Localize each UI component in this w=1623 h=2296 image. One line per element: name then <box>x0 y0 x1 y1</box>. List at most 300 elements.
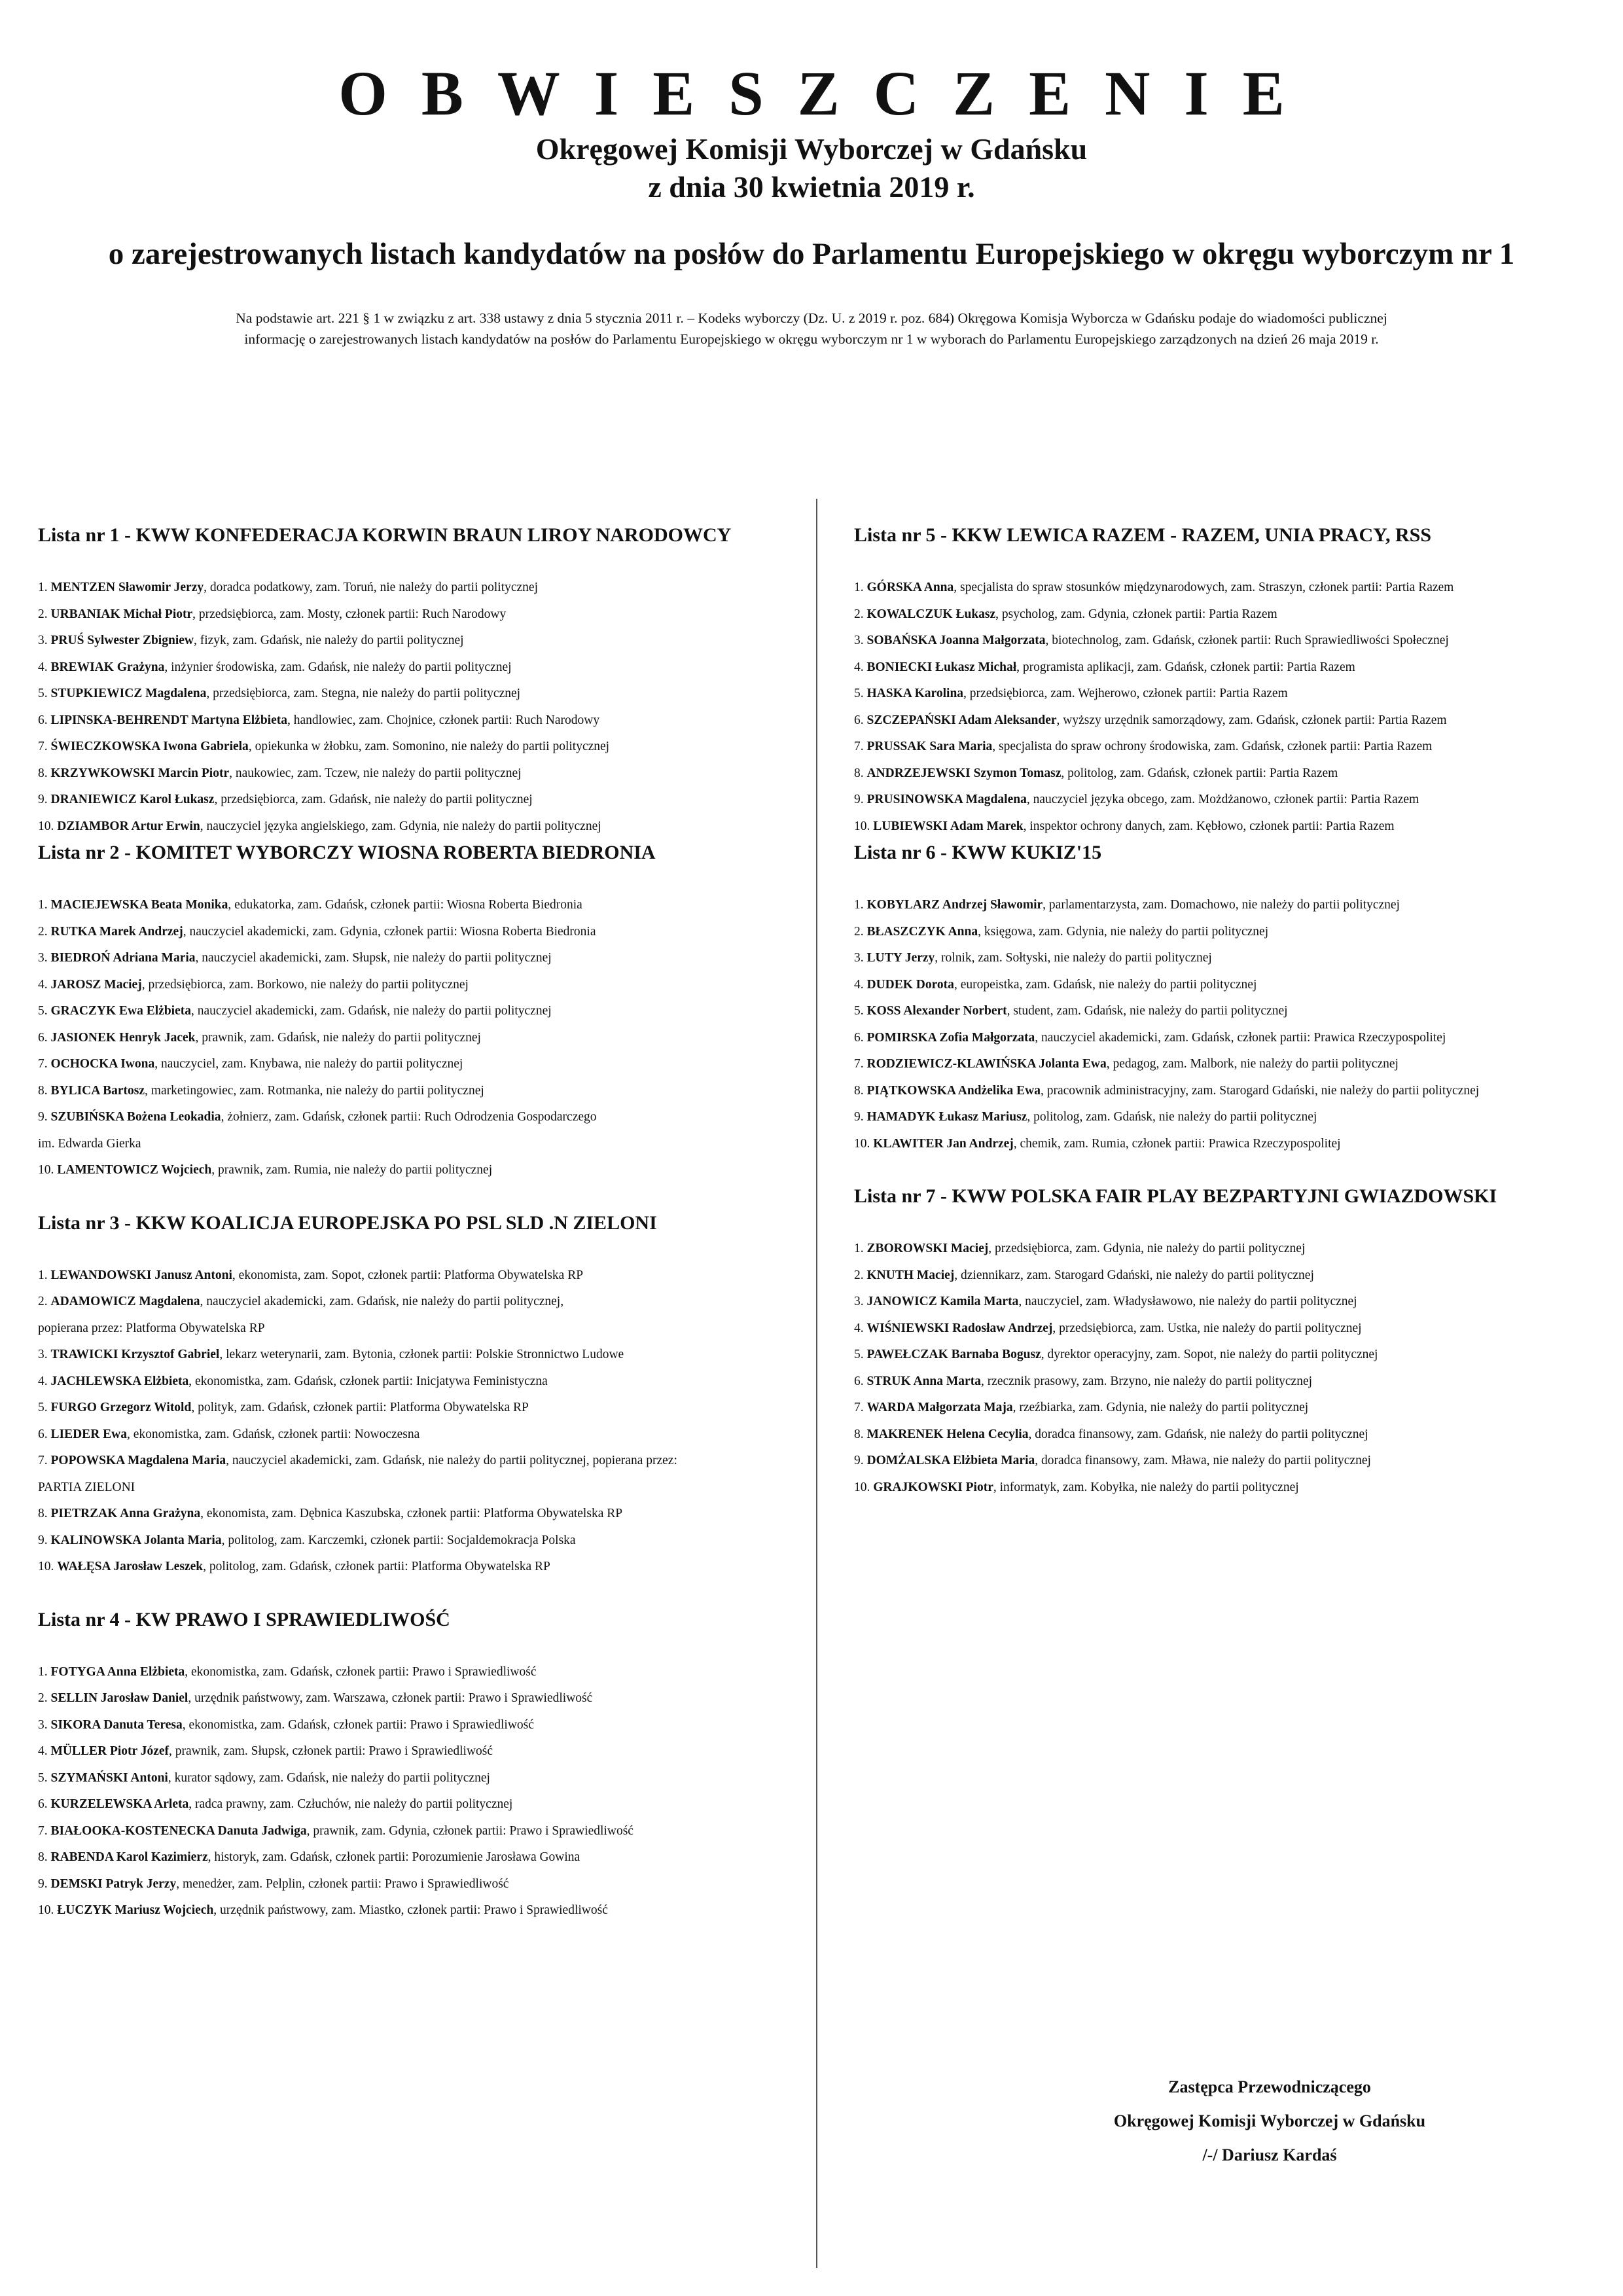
candidate-details: , psycholog, zam. Gdynia, członek partii: Partia Razem <box>995 607 1277 621</box>
candidate-number: 5. <box>38 687 48 700</box>
candidate-number: 3. <box>854 951 864 965</box>
candidate-details: , nauczyciel akademicki, zam. Gdynia, członek partii: Wiosna Roberta Biedronia <box>183 924 596 939</box>
candidate-name: ADAMOWICZ Magdalena <box>50 1295 200 1308</box>
candidate-entry <box>38 1738 804 1765</box>
intro-line: informację o zarejestrowanych listach kandydatów na posłów do Parlamentu Europejskiego w okręgu wyborczym nr 1 w wyborach do Parlamentu Europejskiego zarządzonych na dzień 26 maja 2019 r. <box>244 331 1379 347</box>
candidate-entry <box>38 1025 804 1052</box>
candidate-entry <box>38 1448 804 1501</box>
candidate-name: URBANIAK Michał Piotr <box>50 607 193 621</box>
candidate-entry <box>38 734 804 761</box>
candidate-name: FURGO Grzegorz Witold <box>50 1401 192 1414</box>
candidate-entries <box>38 892 804 1184</box>
candidate-entry <box>854 1369 1613 1395</box>
candidate-entries <box>38 1659 804 1924</box>
candidate-entry <box>38 1369 804 1395</box>
candidate-number: 9. <box>38 1876 48 1891</box>
document-title: OBWIESZCZENIE <box>338 58 1319 128</box>
candidate-entry <box>854 1104 1613 1131</box>
candidate-entry <box>38 1263 804 1289</box>
candidate-name: STRUK Anna Marta <box>866 1374 981 1388</box>
candidate-details: , inspektor ochrony danych, zam. Kębłowo, członek partii: Partia Razem <box>1023 819 1395 833</box>
candidate-details: , pedagog, zam. Malbork, nie należy do partii politycznej <box>1106 1057 1399 1071</box>
candidate-details: , ekonomistka, zam. Gdańsk, członek partii: Inicjatywa Feministyczna <box>188 1374 548 1388</box>
candidate-name: GRAJKOWSKI Piotr <box>873 1480 993 1494</box>
candidate-number: 6. <box>854 1030 864 1045</box>
candidate-list <box>38 522 804 840</box>
candidate-name: BYLICA Bartosz <box>50 1083 145 1098</box>
candidate-entry <box>38 919 804 946</box>
candidate-list <box>854 1183 1613 1501</box>
candidate-entry <box>38 655 804 681</box>
candidate-name: GRACZYK Ewa Elżbieta <box>50 1004 191 1018</box>
candidate-name: ŁUCZYK Mariusz Wojciech <box>57 1903 214 1917</box>
candidate-details: , rolnik, zam. Sołtyski, nie należy do partii politycznej <box>935 951 1212 965</box>
candidate-name: KURZELEWSKA Arleta <box>50 1797 189 1811</box>
candidate-list <box>38 1607 804 1924</box>
candidate-details: , inżynier środowiska, zam. Gdańsk, nie należy do partii politycznej <box>164 660 512 674</box>
candidate-number: 5. <box>854 1348 864 1361</box>
candidate-number: 2. <box>38 1691 48 1705</box>
candidate-entry <box>854 575 1613 601</box>
list-title: Lista nr 1 - KWW KONFEDERACJA KORWIN BRAUN LIROY NARODOWCY <box>38 524 732 546</box>
list-title: Lista nr 4 - KW PRAWO I SPRAWIEDLIWOŚĆ <box>38 1608 450 1630</box>
candidate-name: KRZYWKOWSKI Marcin Piotr <box>50 766 230 780</box>
candidate-name: FOTYGA Anna Elżbieta <box>50 1664 185 1679</box>
candidate-entry <box>38 1765 804 1792</box>
candidate-number: 2. <box>854 607 864 621</box>
candidate-name: PIĄTKOWSKA Andżelika Ewa <box>866 1083 1041 1098</box>
candidate-number: 1. <box>854 1242 864 1255</box>
candidate-details: , urzędnik państwowy, zam. Miastko, członek partii: Prawo i Sprawiedliwość <box>213 1903 608 1917</box>
candidate-entry <box>38 814 804 840</box>
candidate-entry <box>38 1078 804 1105</box>
candidate-name: HAMADYK Łukasz Mariusz <box>866 1110 1027 1124</box>
candidate-number: 8. <box>38 1850 48 1864</box>
candidate-number: 1. <box>38 898 48 912</box>
candidate-number: 2. <box>38 924 48 939</box>
candidate-name: DRANIEWICZ Karol Łukasz <box>50 793 215 806</box>
candidate-details: , nauczyciel akademicki, zam. Gdańsk, nie należy do partii politycznej, popierana przez: PARTIA ZIELONI <box>38 1454 677 1494</box>
candidate-number: 9. <box>38 793 48 806</box>
candidate-entry <box>38 1501 804 1528</box>
candidate-number: 6. <box>38 713 48 727</box>
candidate-details: , nauczyciel, zam. Knybawa, nie należy do partii politycznej <box>154 1057 463 1071</box>
candidate-number: 5. <box>38 1401 48 1414</box>
candidate-number: 10. <box>854 1136 870 1151</box>
candidate-details: , dyrektor operacyjny, zam. Sopot, nie należy do partii politycznej <box>1041 1348 1378 1361</box>
list-title: Lista nr 3 - KKW KOALICJA EUROPEJSKA PO PSL SLD .N ZIELONI <box>38 1211 657 1234</box>
candidate-details: , parlamentarzysta, zam. Domachowo, nie należy do partii politycznej <box>1043 898 1400 912</box>
candidate-entry <box>854 1263 1613 1289</box>
intro-line: Na podstawie art. 221 § 1 w związku z art. 338 ustawy z dnia 5 stycznia 2011 r. – Kodeks wyborczy (Dz. U. z 2019 r. poz. 684) Okręgowa Komisja Wyborcza w Gdańsku podaje do wiadomości publicznej <box>236 310 1387 326</box>
candidate-details: , nauczyciel akademicki, zam. Gdańsk, nie należy do partii politycznej, popierana przez: Platforma Obywatelska RP <box>38 1295 564 1335</box>
candidate-number: 7. <box>38 1057 48 1071</box>
candidate-entry <box>38 1104 804 1157</box>
candidate-number: 10. <box>38 819 54 833</box>
candidate-details: , specjalista do spraw ochrony środowiska, zam. Gdańsk, członek partii: Partia Razem <box>992 740 1433 753</box>
candidate-name: SZCZEPAŃSKI Adam Aleksander <box>866 713 1057 727</box>
candidate-details: , prawnik, zam. Słupsk, członek partii: Prawo i Sprawiedliwość <box>169 1744 493 1758</box>
candidate-name: DEMSKI Patryk Jerzy <box>50 1876 177 1891</box>
candidate-name: KOBYLARZ Andrzej Sławomir <box>866 898 1043 912</box>
candidate-details: , przedsiębiorca, zam. Mosty, członek partii: Ruch Narodowy <box>192 607 507 621</box>
candidate-name: DOMŻALSKA Elżbieta Maria <box>866 1454 1035 1467</box>
candidate-entry <box>854 1289 1613 1316</box>
candidate-details: , politolog, zam. Gdańsk, członek partii: Platforma Obywatelska RP <box>203 1560 550 1573</box>
candidate-name: BIAŁOOKA-KOSTENECKA Danuta Jadwiga <box>50 1823 307 1838</box>
candidate-entry <box>38 681 804 708</box>
candidate-details: , prawnik, zam. Gdańsk, nie należy do partii politycznej <box>195 1030 481 1045</box>
candidate-entry <box>38 1791 804 1818</box>
candidate-details: , przedsiębiorca, zam. Gdynia, nie należy do partii politycznej <box>988 1242 1306 1255</box>
candidate-details: , radca prawny, zam. Człuchów, nie należy do partii politycznej <box>188 1797 513 1811</box>
candidate-entry <box>38 1818 804 1845</box>
candidate-entry <box>854 1025 1613 1052</box>
candidate-entry <box>38 1051 804 1078</box>
candidate-entry <box>854 761 1613 787</box>
candidate-number: 8. <box>854 1427 864 1441</box>
signature-role: Zastępca Przewodniczącego <box>1168 2077 1371 2096</box>
candidate-entry <box>38 628 804 655</box>
candidate-name: DZIAMBOR Artur Erwin <box>57 819 200 833</box>
left-column <box>38 522 804 1924</box>
candidate-name: JACHLEWSKA Elżbieta <box>50 1374 189 1388</box>
candidate-name: MÜLLER Piotr Józef <box>50 1744 169 1758</box>
candidate-details: , przedsiębiorca, zam. Gdańsk, nie należy do partii politycznej <box>214 793 533 806</box>
candidate-details: , wyższy urzędnik samorządowy, zam. Gdańsk, członek partii: Partia Razem <box>1056 713 1447 727</box>
candidate-details: , rzecznik prasowy, zam. Brzyno, nie należy do partii politycznej <box>980 1374 1313 1388</box>
candidate-entry <box>38 787 804 814</box>
candidate-name: LAMENTOWICZ Wojciech <box>57 1163 212 1177</box>
candidate-entry <box>854 945 1613 972</box>
candidate-name: OCHOCKA Iwona <box>50 1057 155 1071</box>
candidate-number: 6. <box>38 1030 48 1045</box>
candidate-entry <box>854 655 1613 681</box>
candidate-name: LUBIEWSKI Adam Marek <box>873 819 1024 833</box>
candidate-number: 2. <box>38 1295 48 1308</box>
candidate-number: 10. <box>854 819 870 833</box>
candidate-number: 8. <box>854 1083 864 1098</box>
candidate-entry <box>854 1316 1613 1342</box>
candidate-name: POPOWSKA Magdalena Maria <box>50 1454 226 1467</box>
candidate-name: KOSS Alexander Norbert <box>866 1004 1007 1018</box>
candidate-number: 10. <box>38 1560 54 1573</box>
candidate-entry <box>38 1157 804 1184</box>
candidate-details: , nauczyciel akademicki, zam. Gdańsk, członek partii: Prawica Rzeczypospolitej <box>1035 1030 1446 1045</box>
candidate-details: , ekonomistka, zam. Gdańsk, członek partii: Nowoczesna <box>127 1427 420 1441</box>
candidate-entries <box>854 575 1613 840</box>
candidate-name: LUTY Jerzy <box>866 951 935 965</box>
candidate-name: SOBAŃSKA Joanna Małgorzata <box>866 634 1046 647</box>
issuer-line: Okręgowej Komisji Wyborczej w Gdańsku <box>535 132 1088 166</box>
candidate-details: , doradca podatkowy, zam. Toruń, nie należy do partii politycznej <box>204 581 539 594</box>
candidate-name: RABENDA Karol Kazimierz <box>50 1850 208 1864</box>
candidate-name: MACIEJEWSKA Beata Monika <box>50 898 228 912</box>
candidate-name: WAŁĘSA Jarosław Leszek <box>57 1560 204 1573</box>
candidate-number: 6. <box>854 1374 864 1388</box>
candidate-name: PIETRZAK Anna Grażyna <box>50 1507 201 1520</box>
candidate-details: , nauczyciel, zam. Władysławowo, nie należy do partii politycznej <box>1018 1295 1357 1308</box>
right-column <box>854 522 1613 1501</box>
candidate-number: 7. <box>38 1823 48 1838</box>
candidate-details: , nauczyciel języka obcego, zam. Możdżanowo, członek partii: Partia Razem <box>1026 793 1419 806</box>
candidate-number: 7. <box>38 1454 48 1467</box>
candidate-name: PRUŚ Sylwester Zbigniew <box>50 634 194 647</box>
candidate-name: HASKA Karolina <box>866 687 964 700</box>
candidate-entry <box>38 972 804 999</box>
candidate-details: , nauczyciel akademicki, zam. Słupsk, nie należy do partii politycznej <box>195 951 552 965</box>
candidate-number: 3. <box>854 634 864 647</box>
candidate-entry <box>38 1871 804 1898</box>
candidate-number: 3. <box>38 634 48 647</box>
candidate-details: , doradca finansowy, zam. Mława, nie należy do partii politycznej <box>1035 1454 1371 1467</box>
candidate-number: 6. <box>38 1797 48 1811</box>
candidate-details: , biotechnolog, zam. Gdańsk, członek partii: Ruch Sprawiedliwości Społecznej <box>1045 634 1449 647</box>
candidate-details: , menedżer, zam. Pelplin, członek partii: Prawo i Sprawiedliwość <box>176 1876 509 1891</box>
candidate-number: 9. <box>38 1533 48 1547</box>
candidate-entry <box>38 892 804 919</box>
candidate-details: , ekonomistka, zam. Gdańsk, członek partii: Prawo i Sprawiedliwość <box>185 1664 537 1679</box>
candidate-entry <box>854 787 1613 814</box>
candidate-number: 7. <box>854 1401 864 1414</box>
candidate-name: LIEDER Ewa <box>50 1427 127 1441</box>
candidate-number: 10. <box>854 1480 870 1494</box>
candidate-number: 2. <box>854 1268 864 1282</box>
candidate-entries <box>38 575 804 840</box>
intro-paragraph <box>131 308 1492 350</box>
candidate-name: WIŚNIEWSKI Radosław Andrzej <box>866 1321 1053 1335</box>
signature-name: /-/ Dariusz Kardaś <box>1202 2145 1337 2164</box>
candidate-entry <box>854 892 1613 919</box>
candidate-name: BIEDROŃ Adriana Maria <box>50 951 196 965</box>
candidate-details: , ekonomista, zam. Dębnica Kaszubska, członek partii: Platforma Obywatelska RP <box>200 1507 623 1520</box>
signature-block <box>995 2070 1544 2172</box>
candidate-name: KOWALCZUK Łukasz <box>866 607 996 621</box>
candidate-entry <box>854 1422 1613 1448</box>
candidate-name: ANDRZEJEWSKI Szymon Tomasz <box>866 766 1061 780</box>
candidate-entry <box>38 601 804 628</box>
date-line: z dnia 30 kwietnia 2019 r. <box>648 170 975 204</box>
candidate-number: 9. <box>854 793 864 806</box>
candidate-entry <box>38 945 804 972</box>
candidate-details: , przedsiębiorca, zam. Stegna, nie należy do partii politycznej <box>206 687 521 700</box>
candidate-name: MAKRENEK Helena Cecylia <box>866 1427 1029 1441</box>
candidate-number: 1. <box>854 581 864 594</box>
candidate-number: 8. <box>854 766 864 780</box>
candidate-number: 1. <box>38 1664 48 1679</box>
candidate-name: RUTKA Marek Andrzej <box>50 924 183 939</box>
candidate-details: , kurator sądowy, zam. Gdańsk, nie należy do partii politycznej <box>168 1770 490 1785</box>
candidate-details: , doradca finansowy, zam. Gdańsk, nie należy do partii politycznej <box>1028 1427 1368 1441</box>
candidate-entry <box>854 972 1613 999</box>
list-title: Lista nr 2 - KOMITET WYBORCZY WIOSNA ROBERTA BIEDRONIA <box>38 842 656 863</box>
candidate-name: PRUSSAK Sara Maria <box>866 740 993 753</box>
candidate-details: , politolog, zam. Karczemki, członek partii: Socjaldemokracja Polska <box>221 1533 576 1547</box>
candidate-details: , przedsiębiorca, zam. Borkowo, nie należy do partii politycznej <box>141 977 469 992</box>
candidate-name: KNUTH Maciej <box>866 1268 955 1282</box>
candidate-name: MENTZEN Sławomir Jerzy <box>50 581 204 594</box>
candidate-entry <box>854 628 1613 655</box>
candidate-name: JASIONEK Henryk Jacek <box>50 1030 196 1045</box>
candidate-number: 9. <box>854 1110 864 1124</box>
candidate-number: 7. <box>854 740 864 753</box>
candidate-number: 4. <box>854 660 864 674</box>
candidate-details: , opiekunka w żłobku, zam. Somonino, nie należy do partii politycznej <box>248 740 610 753</box>
candidate-number: 9. <box>854 1454 864 1467</box>
candidate-entry <box>38 1897 804 1924</box>
candidate-details: , fizyk, zam. Gdańsk, nie należy do partii politycznej <box>193 634 464 647</box>
candidate-number: 3. <box>38 1348 48 1361</box>
candidate-entry <box>38 1528 804 1554</box>
candidate-details: , żołnierz, zam. Gdańsk, członek partii: Ruch Odrodzenia Gospodarczego im. Edwarda Gierka <box>38 1110 597 1151</box>
candidate-name: SZYMAŃSKI Antoni <box>50 1770 168 1785</box>
candidate-entry <box>38 1844 804 1871</box>
candidate-name: STUPKIEWICZ Magdalena <box>50 687 207 700</box>
candidate-details: , prawnik, zam. Gdynia, członek partii: Prawo i Sprawiedliwość <box>306 1823 633 1838</box>
candidate-entry <box>854 601 1613 628</box>
candidate-entry <box>38 998 804 1025</box>
candidate-details: , księgowa, zam. Gdynia, nie należy do partii politycznej <box>978 924 1269 939</box>
candidate-entry <box>38 1395 804 1422</box>
candidate-name: PRUSINOWSKA Magdalena <box>866 793 1027 806</box>
candidate-entry <box>38 1554 804 1581</box>
candidate-number: 2. <box>854 924 864 939</box>
candidate-name: TRAWICKI Krzysztof Gabriel <box>50 1348 220 1361</box>
candidate-details: , prawnik, zam. Rumia, nie należy do partii politycznej <box>211 1163 493 1177</box>
candidate-details: , europeistka, zam. Gdańsk, nie należy do partii politycznej <box>954 977 1257 992</box>
candidate-number: 1. <box>854 898 864 912</box>
candidate-number: 8. <box>38 1507 48 1520</box>
candidate-entry <box>854 919 1613 946</box>
candidate-entry <box>854 1051 1613 1078</box>
list-title: Lista nr 6 - KWW KUKIZ'15 <box>854 842 1102 863</box>
candidate-entry <box>854 998 1613 1025</box>
candidate-name: JANOWICZ Kamila Marta <box>866 1295 1019 1308</box>
candidate-number: 1. <box>38 1268 48 1282</box>
candidate-details: , polityk, zam. Gdańsk, członek partii: Platforma Obywatelska RP <box>191 1401 529 1414</box>
candidate-entry <box>854 1236 1613 1263</box>
candidate-number: 3. <box>38 1717 48 1732</box>
candidate-details: , historyk, zam. Gdańsk, członek partii: Porozumienie Jarosława Gowina <box>207 1850 580 1864</box>
candidate-entry <box>854 734 1613 761</box>
candidate-details: , politolog, zam. Gdańsk, nie należy do partii politycznej <box>1027 1110 1317 1124</box>
candidate-name: LIPINSKA-BEHRENDT Martyna Elżbieta <box>50 713 287 727</box>
candidate-number: 4. <box>38 1744 48 1758</box>
candidate-number: 2. <box>38 607 48 621</box>
candidate-number: 5. <box>854 1004 864 1018</box>
candidate-details: , marketingowiec, zam. Rotmanka, nie należy do partii politycznej <box>145 1083 484 1098</box>
candidate-entry <box>854 1395 1613 1422</box>
candidate-number: 5. <box>854 687 864 700</box>
candidate-number: 8. <box>38 1083 48 1098</box>
candidate-number: 4. <box>854 977 864 992</box>
candidate-entry <box>854 1475 1613 1501</box>
candidate-name: GÓRSKA Anna <box>866 581 954 594</box>
candidate-number: 4. <box>38 977 48 992</box>
candidate-entry <box>38 1422 804 1448</box>
candidate-details: , programista aplikacji, zam. Gdańsk, członek partii: Partia Razem <box>1016 660 1355 674</box>
candidate-name: ZBOROWSKI Maciej <box>866 1242 989 1255</box>
subject-line: o zarejestrowanych listach kandydatów na posłów do Parlamentu Europejskiego w okręgu wyborczym nr 1 <box>108 237 1515 271</box>
candidate-number: 3. <box>854 1295 864 1308</box>
candidate-list <box>854 840 1613 1157</box>
candidate-number: 10. <box>38 1903 54 1917</box>
candidate-details: , informatyk, zam. Kobyłka, nie należy do partii politycznej <box>993 1480 1299 1494</box>
candidate-number: 4. <box>38 1374 48 1388</box>
candidate-details: , dziennikarz, zam. Starogard Gdański, nie należy do partii politycznej <box>954 1268 1314 1282</box>
candidate-entry <box>38 1289 804 1342</box>
candidate-entry <box>854 1448 1613 1475</box>
candidate-name: DUDEK Dorota <box>866 977 954 992</box>
candidate-entry <box>854 1078 1613 1105</box>
candidate-entries <box>38 1263 804 1581</box>
candidate-name: PAWEŁCZAK Barnaba Bogusz <box>866 1348 1041 1361</box>
candidate-name: BREWIAK Grażyna <box>50 660 165 674</box>
candidate-name: SZUBIŃSKA Bożena Leokadia <box>50 1110 221 1124</box>
candidate-entry <box>38 1712 804 1739</box>
candidate-name: ŚWIECZKOWSKA Iwona Gabriela <box>50 740 249 753</box>
candidate-number: 4. <box>38 660 48 674</box>
candidate-details: , lekarz weterynarii, zam. Bytonia, członek partii: Polskie Stronnictwo Ludowe <box>219 1348 624 1361</box>
candidate-entry <box>38 575 804 601</box>
candidate-details: , politolog, zam. Gdańsk, członek partii: Partia Razem <box>1061 766 1338 780</box>
signature-body: Okręgowej Komisji Wyborczej w Gdańsku <box>1113 2111 1426 2130</box>
candidate-details: , nauczyciel akademicki, zam. Gdańsk, nie należy do partii politycznej <box>191 1004 552 1018</box>
candidate-entries <box>854 892 1613 1157</box>
candidate-name: LEWANDOWSKI Janusz Antoni <box>50 1268 232 1282</box>
candidate-number: 1. <box>38 581 48 594</box>
candidate-entry <box>38 1342 804 1369</box>
candidate-number: 5. <box>38 1770 48 1785</box>
candidate-name: WARDA Małgorzata Maja <box>866 1401 1013 1414</box>
column-divider <box>816 499 817 2268</box>
candidate-name: BONIECKI Łukasz Michał <box>866 660 1017 674</box>
candidate-number: 6. <box>38 1427 48 1441</box>
candidate-entries <box>854 1236 1613 1501</box>
candidate-entry <box>854 1131 1613 1158</box>
candidate-number: 8. <box>38 766 48 780</box>
candidate-list <box>854 522 1613 840</box>
candidate-name: BŁASZCZYK Anna <box>866 924 978 939</box>
candidate-number: 3. <box>38 951 48 965</box>
candidate-number: 10. <box>38 1163 54 1177</box>
candidate-entry <box>38 761 804 787</box>
list-title: Lista nr 5 - KKW LEWICA RAZEM - RAZEM, UNIA PRACY, RSS <box>854 524 1432 546</box>
candidate-name: RODZIEWICZ-KLAWIŃSKA Jolanta Ewa <box>866 1057 1107 1071</box>
candidate-number: 6. <box>854 713 864 727</box>
candidate-details: , przedsiębiorca, zam. Wejherowo, członek partii: Partia Razem <box>963 687 1288 700</box>
candidate-entry <box>38 1685 804 1712</box>
candidate-details: , naukowiec, zam. Tczew, nie należy do partii politycznej <box>229 766 522 780</box>
candidate-name: JAROSZ Maciej <box>50 977 142 992</box>
candidate-details: , ekonomistka, zam. Gdańsk, członek partii: Prawo i Sprawiedliwość <box>182 1717 534 1732</box>
candidate-number: 5. <box>38 1004 48 1018</box>
candidate-name: KLAWITER Jan Andrzej <box>873 1136 1014 1151</box>
candidate-details: , rzeźbiarka, zam. Gdynia, nie należy do partii politycznej <box>1012 1401 1309 1414</box>
candidate-details: , student, zam. Gdańsk, nie należy do partii politycznej <box>1007 1004 1288 1018</box>
candidate-number: 4. <box>854 1321 864 1335</box>
candidate-entry <box>854 681 1613 708</box>
candidate-list <box>38 1210 804 1581</box>
candidate-details: , handlowiec, zam. Chojnice, członek partii: Ruch Narodowy <box>287 713 600 727</box>
candidate-entry <box>854 814 1613 840</box>
candidate-name: SIKORA Danuta Teresa <box>50 1717 183 1732</box>
candidate-number: 7. <box>38 740 48 753</box>
candidate-number: 7. <box>854 1057 864 1071</box>
candidate-entry <box>854 708 1613 734</box>
candidate-details: , przedsiębiorca, zam. Ustka, nie należy do partii politycznej <box>1052 1321 1362 1335</box>
candidate-entry <box>38 1659 804 1686</box>
